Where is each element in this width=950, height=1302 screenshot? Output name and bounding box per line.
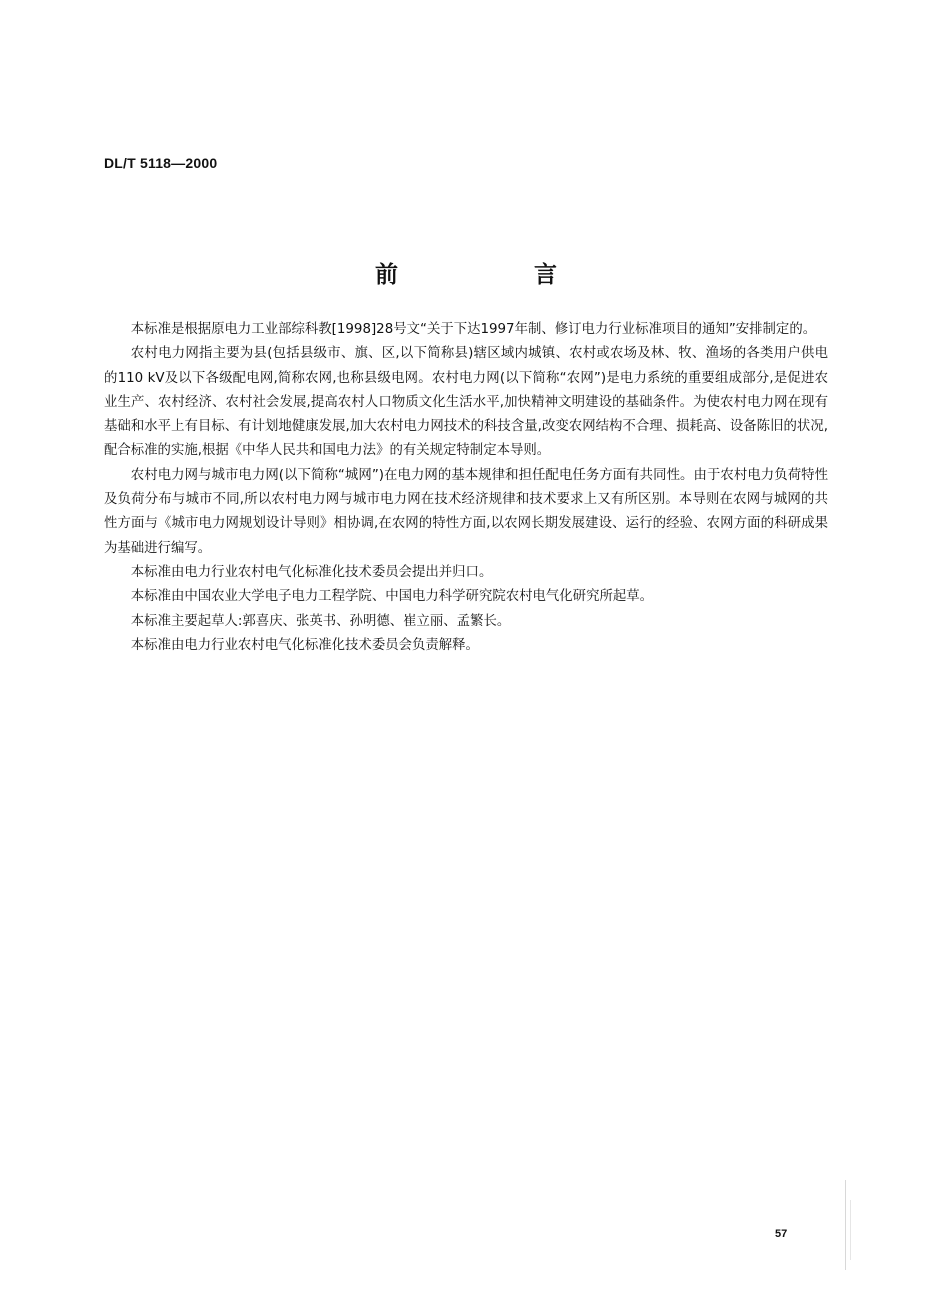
paragraph-drafters-org: 本标准由中国农业大学电子电力工程学院、中国电力科学研究院农村电气化研究所起草。 [130,589,654,605]
paragraph-drafters: 本标准主要起草人:郭喜庆、张英书、孙明德、崔立丽、孟繁长。 [130,613,511,629]
page-title: 前 言 [374,262,621,288]
paragraph-definition: 农村电力网指主要为县(包括县级市、旗、区,以下简称县)辖区域内城镇、农村或农场及林、牧、渔场的各类用户供电的110 kV及以下各级配电网,简称农网,也称县级电网。农村电力网(以下简称“农网”)是电力系统的重要组成部分,是促进农业生产、农村经济、农村社会发展,提高农村人口物质文化生活水平,加快精神文明建设的基础条件。为使农村电力网在现有基础和水平上有目标、有计划地健康发展,加大农村电力网技术的科技含量,改变农网结构不合理、损耗高、设备陈旧的状况,配合标准的实施,根据《中华人民共和国电力法》的有关规定特制定本导则。 [104,346,828,459]
paragraph-basis: 本标准是根据原电力工业部综科教[1998]28号文“关于下达1997年制、修订电力行业标准项目的通知”安排制定的。 [130,322,817,337]
scan-edge-line [845,1180,846,1270]
page-number: 57 [775,1228,788,1240]
paragraph-proposer: 本标准由电力行业农村电气化标准化技术委员会提出并归口。 [130,564,493,580]
paragraph-interpretation: 本标准由电力行业农村电气化标准化技术委员会负责解释。 [130,637,479,653]
scan-edge-line [850,1200,851,1260]
paragraph-comparison: 农村电力网与城市电力网(以下简称“城网”)在电力网的基本规律和担任配电任务方面有共同性。由于农村电力负荷特性及负荷分布与城市不同,所以农村电力网与城市电力网在技术经济规律和技术要求上又有所区别。本导则在农网与城网的共性方面与《城市电力网规划设计导则》相协调,在农网的特性方面,以农网长期发展建设、运行的经验、农网方面的科研成果为基础进行编写。 [104,467,828,556]
document-code: DL/T 5118—2000 [104,155,218,171]
foreword-body [104,318,828,658]
